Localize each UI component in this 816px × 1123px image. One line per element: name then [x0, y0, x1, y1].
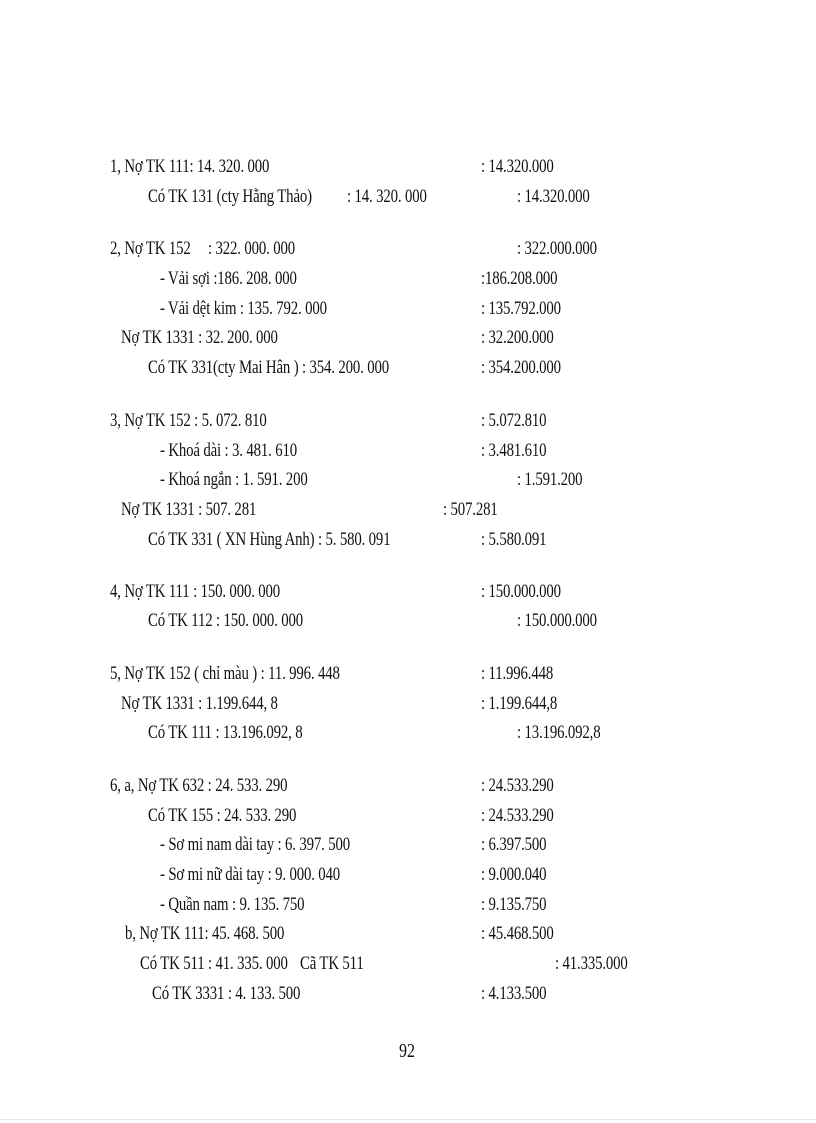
entry-line: 6, a, Nợ TK 632 : 24. 533. 290	[110, 775, 288, 796]
entry-amount: : 4.133.500	[481, 983, 547, 1004]
entry-amount: : 135.792.000	[481, 298, 561, 319]
entry-line: Có TK 131 (cty Hằng Thảo)	[148, 186, 312, 207]
entry-line: Có TK 111 : 13.196.092, 8	[148, 722, 303, 743]
entry-line: Có TK 331(cty Mai Hân ) : 354. 200. 000	[148, 357, 390, 378]
entry-amount-inline: : 14. 320. 000	[347, 186, 427, 207]
entry-amount: : 13.196.092,8	[517, 722, 601, 743]
entry-amount: : 150.000.000	[517, 610, 597, 631]
page-number: 92	[399, 1040, 415, 1062]
entry-amount: :186.208.000	[481, 268, 558, 289]
entry-amount: : 32.200.000	[481, 327, 554, 348]
entry-line: Nợ TK 1331 : 32. 200. 000	[121, 327, 278, 348]
entry-amount: : 14.320.000	[517, 186, 590, 207]
entry-line: Có TK 511 : 41. 335. 000	[140, 953, 288, 974]
page-bottom-edge	[0, 1119, 816, 1120]
entry-line: - Vải dệt kim : 135. 792. 000	[160, 298, 327, 319]
entry-amount: : 11.996.448	[481, 663, 554, 684]
entry-amount: : 5.072.810	[481, 410, 547, 431]
entry-line: - Sơ mi nam dài tay : 6. 397. 500	[160, 834, 350, 855]
entry-amount: : 24.533.290	[481, 805, 554, 826]
entry-amount: : 507.281	[443, 499, 498, 520]
entry-line: 4, Nợ TK 111 : 150. 000. 000	[110, 581, 281, 602]
entry-amount: : 9.000.040	[481, 864, 547, 885]
entry-amount: : 9.135.750	[481, 894, 547, 915]
entry-amount: : 6.397.500	[481, 834, 547, 855]
entry-line: - Khoá dài : 3. 481. 610	[160, 440, 298, 461]
entry-line: Có TK 331 ( XN Hùng Anh) : 5. 580. 091	[148, 529, 391, 550]
entry-amount: : 1.199.644,8	[481, 693, 558, 714]
entry-line: Nợ TK 1331 : 507. 281	[121, 499, 257, 520]
entry-line: - Quần nam : 9. 135. 750	[160, 894, 305, 915]
entry-amount: : 41.335.000	[555, 953, 628, 974]
entry-line: - Vải sợi :186. 208. 000	[160, 268, 297, 289]
entry-line: 5, Nợ TK 152 ( chỉ màu ) : 11. 996. 448	[110, 663, 340, 684]
entry-line: 1, Nợ TK 111: 14. 320. 000	[110, 156, 270, 177]
entry-amount-inline: : 322. 000. 000	[208, 238, 295, 259]
entry-amount: : 24.533.290	[481, 775, 554, 796]
entry-amount: : 14.320.000	[481, 156, 554, 177]
entry-amount: : 45.468.500	[481, 923, 554, 944]
entry-line: Nợ TK 1331 : 1.199.644, 8	[121, 693, 278, 714]
entry-amount: : 3.481.610	[481, 440, 547, 461]
entry-line: - Khoá ngắn : 1. 591. 200	[160, 469, 308, 490]
entry-inline-note: Cã TK 511	[300, 953, 364, 974]
entry-line: b, Nợ TK 111: 45. 468. 500	[125, 923, 285, 944]
entry-amount: : 322.000.000	[517, 238, 597, 259]
entry-amount: : 354.200.000	[481, 357, 561, 378]
entry-line: Có TK 155 : 24. 533. 290	[148, 805, 297, 826]
entry-amount: : 1.591.200	[517, 469, 583, 490]
entry-line: Có TK 112 : 150. 000. 000	[148, 610, 304, 631]
entry-line: Có TK 3331 : 4. 133. 500	[152, 983, 301, 1004]
entry-line: - Sơ mi nữ dài tay : 9. 000. 040	[160, 864, 341, 885]
entry-line: 2, Nợ TK 152	[110, 238, 191, 259]
entry-line: 3, Nợ TK 152 : 5. 072. 810	[110, 410, 267, 431]
entry-amount: : 5.580.091	[481, 529, 547, 550]
entry-amount: : 150.000.000	[481, 581, 561, 602]
